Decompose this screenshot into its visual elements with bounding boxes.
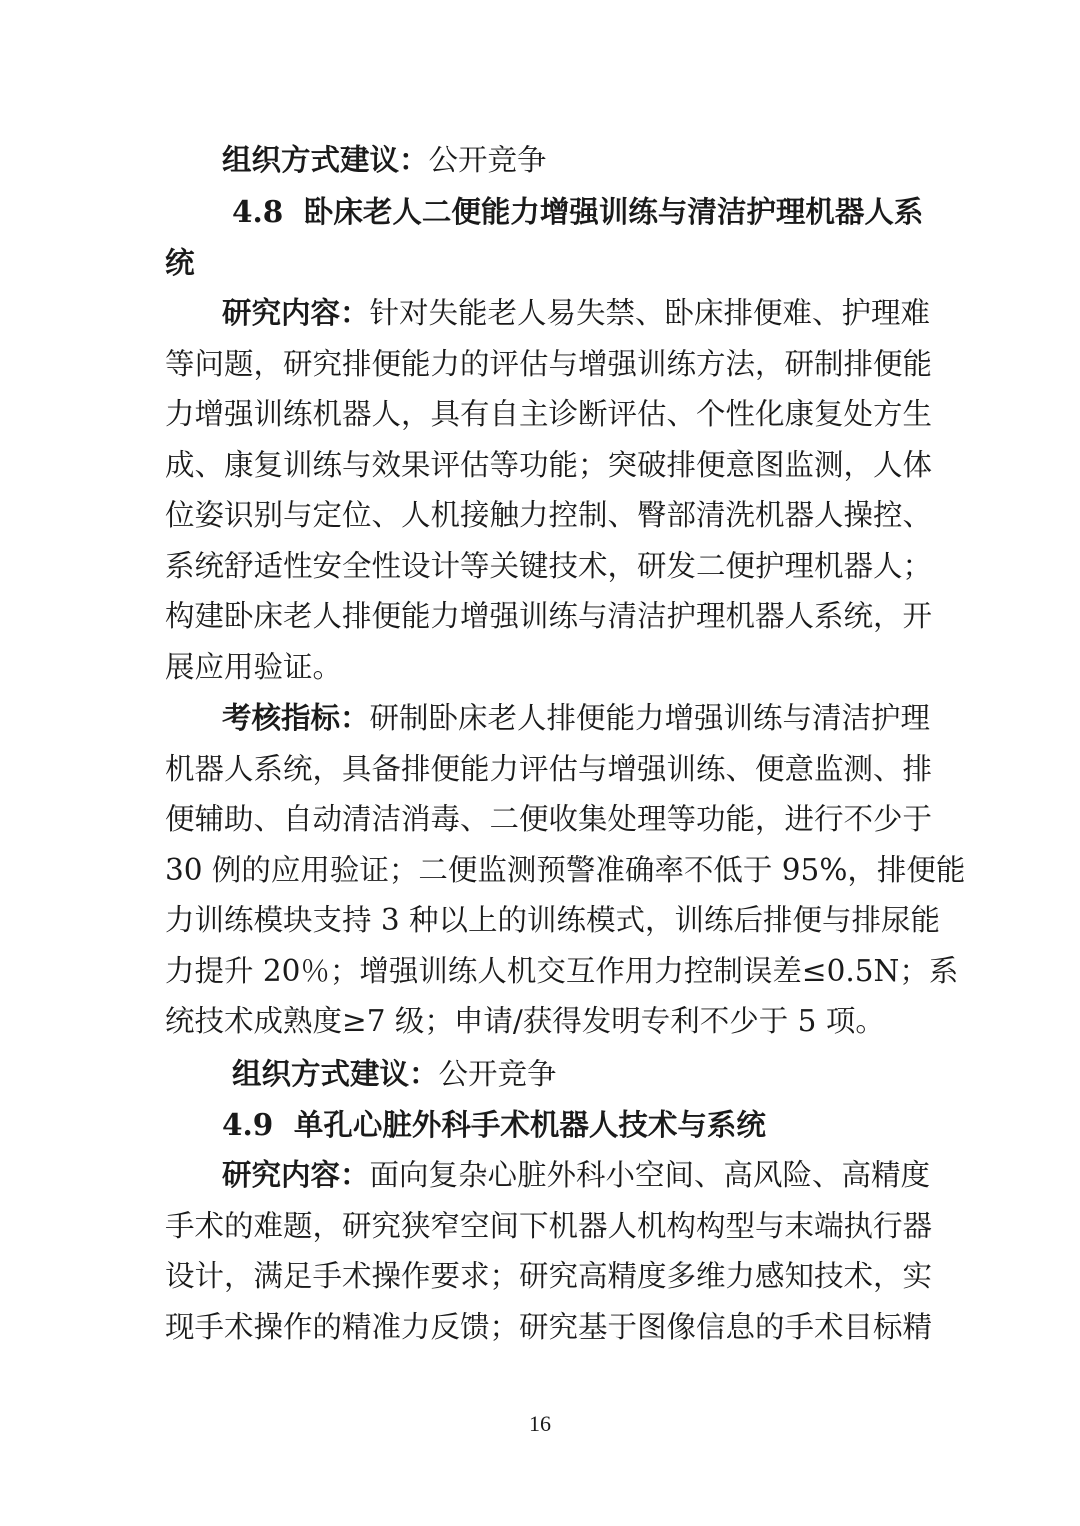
- section-4-8-title-line2: 统: [165, 245, 195, 280]
- section-4-8-title-line1: 卧床老人二便能力增强训练与清洁护理机器人系: [303, 194, 924, 229]
- research-4-9-line-2: 手术的难题，研究狭窄空间下机器人机构构型与末端执行器: [165, 1209, 933, 1243]
- assessment-4-8-line-1: 考核指标：研制卧床老人排便能力增强训练与清洁护理: [222, 700, 931, 735]
- research-4-8-line-1: 研究内容：针对失能老人易失禁、卧床排便难、护理难: [222, 295, 931, 330]
- research-4-8-line-5: 位姿识别与定位、人机接触力控制、臀部清洗机器人操控、: [165, 498, 933, 532]
- assessment-4-8-line-4: 30 例的应用验证；二便监测预警准确率不低于 95%，排便能: [165, 853, 966, 887]
- org-method-2: [232, 1054, 557, 1094]
- page-number: 16: [529, 1411, 551, 1436]
- org-method-1: [222, 140, 547, 180]
- org-method-2-value: 公开竞争: [438, 1057, 557, 1091]
- assessment-4-8-line-3: 便辅助、自动清洁消毒、二便收集处理等功能，进行不少于: [165, 802, 933, 836]
- section-4-8-heading-cont: [165, 243, 195, 283]
- assessment-4-8-label: 考核指标：: [222, 700, 370, 735]
- assessment-4-8-line-5: 力训练模块支持 3 种以上的训练模式，训练后排便与排尿能: [165, 903, 941, 937]
- section-4-9-title: 单孔心脏外科手术机器人技术与系统: [293, 1107, 766, 1142]
- research-4-8-line-2: 等问题，研究排便能力的评估与增强训练方法，研制排便能: [165, 347, 933, 381]
- assessment-4-8-line-6: 力提升 20％；增强训练人机交互作用力控制误差≤0.5N；系: [165, 954, 959, 988]
- research-4-8-label: 研究内容：: [222, 295, 370, 330]
- research-4-9-line-4: 现手术操作的精准力反馈；研究基于图像信息的手术目标精: [165, 1310, 933, 1344]
- section-4-8-heading: [232, 192, 923, 232]
- section-4-8-number: 4.8: [232, 194, 284, 229]
- research-4-9-line-3: 设计，满足手术操作要求；研究高精度多维力感知技术，实: [165, 1259, 933, 1293]
- research-4-8-line-7: 构建卧床老人排便能力增强训练与清洁护理机器人系统，开: [165, 599, 933, 633]
- research-4-8-line-6: 系统舒适性安全性设计等关键技术，研发二便护理机器人；: [165, 549, 933, 583]
- org-method-1-label: 组织方式建议：: [222, 142, 429, 177]
- section-4-9-number: 4.9: [222, 1107, 274, 1142]
- org-method-1-value: 公开竞争: [428, 143, 547, 177]
- research-4-8-line-3: 力增强训练机器人，具有自主诊断评估、个性化康复处方生: [165, 397, 933, 431]
- research-4-9-label: 研究内容：: [222, 1157, 370, 1192]
- assessment-4-8-line-7: 统技术成熟度≥7 级；申请/获得发明专利不少于 5 项。: [165, 1004, 885, 1038]
- org-method-2-label: 组织方式建议：: [232, 1056, 439, 1091]
- assessment-4-8-line-2: 机器人系统，具备排便能力评估与增强训练、便意监测、排: [165, 752, 933, 786]
- research-4-8-line-4: 成、康复训练与效果评估等功能；突破排便意图监测，人体: [165, 448, 933, 482]
- section-4-9-heading: [222, 1105, 766, 1145]
- research-4-9-line-1: 研究内容：面向复杂心脏外科小空间、高风险、高精度: [222, 1157, 931, 1192]
- research-4-8-line-8: 展应用验证。: [165, 650, 343, 684]
